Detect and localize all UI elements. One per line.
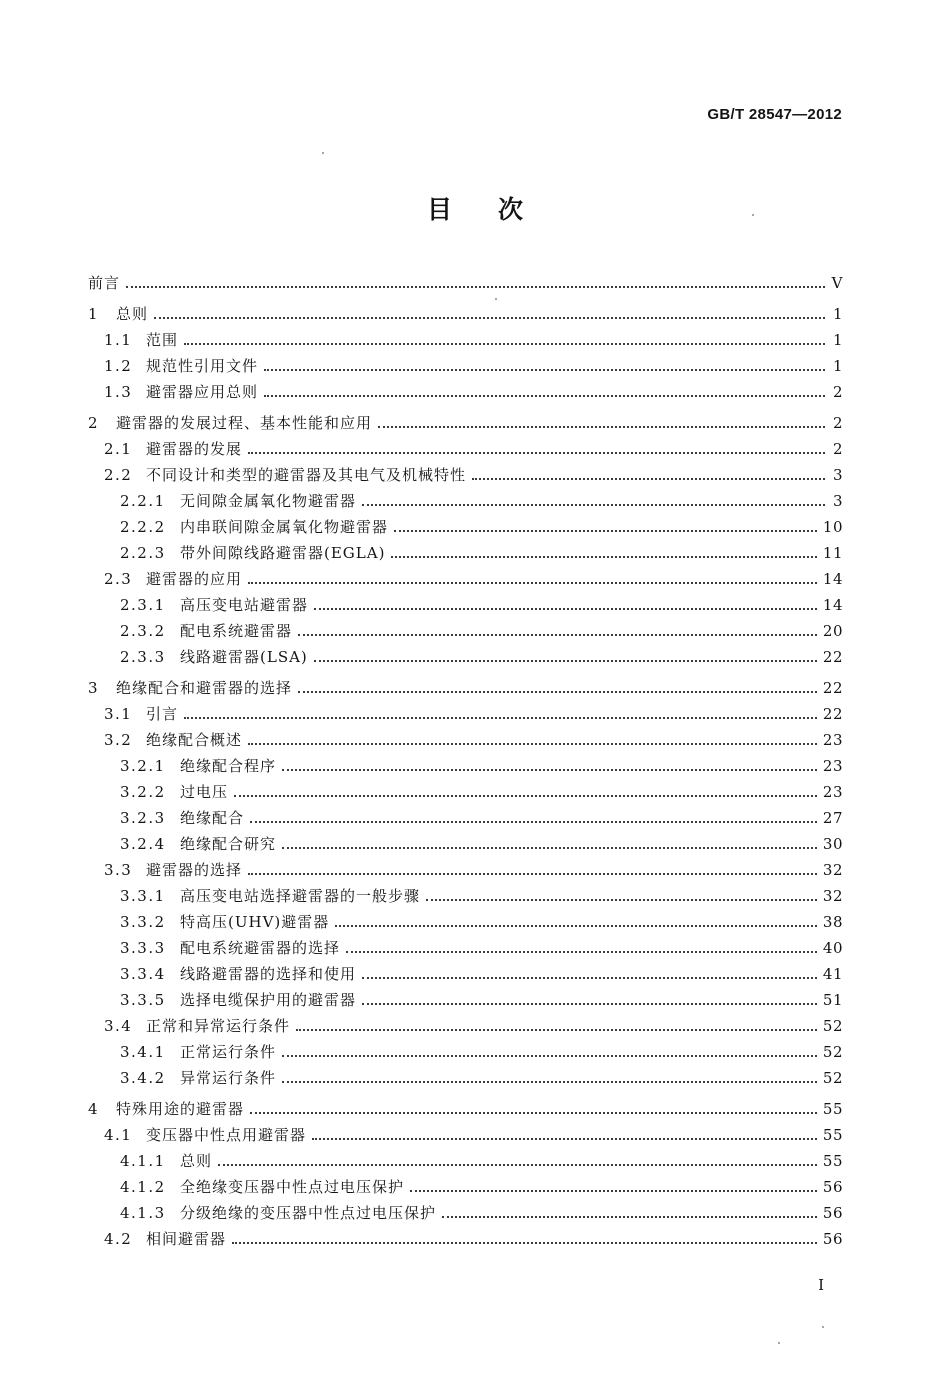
toc-entry-number: 2 (88, 414, 100, 432)
toc-entry-number: 4.2 (104, 1230, 133, 1248)
toc-leader-dots (362, 1003, 817, 1005)
toc-entry-page: 23 (822, 757, 843, 775)
toc-entry-page: 2 (832, 414, 843, 432)
toc-entry[interactable] (88, 618, 843, 644)
toc-leader-dots (232, 1242, 817, 1244)
toc-leader-dots (282, 847, 817, 849)
toc-leader-dots (426, 899, 817, 901)
scan-speck (495, 298, 497, 300)
toc-entry-number: 4.1.2 (120, 1178, 166, 1196)
toc-leader-dots (126, 286, 825, 288)
toc-leader-dots (378, 426, 825, 428)
toc-entry-number: 1 (88, 305, 100, 323)
toc-entry-number: 3.3.2 (120, 913, 166, 931)
toc-entry-number: 2.3.2 (120, 622, 166, 640)
toc-leader-dots (218, 1164, 817, 1166)
toc-entry-number: 1.3 (104, 383, 133, 401)
toc-entry-page: 1 (832, 357, 843, 375)
toc-entry-title: 异常运行条件 (180, 1069, 277, 1087)
toc-leader-dots (264, 369, 825, 371)
toc-entry-title: 正常运行条件 (180, 1043, 277, 1061)
toc-entry-page: 3 (832, 492, 843, 510)
toc-entry-page: 14 (822, 570, 843, 588)
toc-leader-dots (248, 452, 825, 454)
toc-entry-page: 40 (822, 939, 843, 957)
toc-entry-title: 线路避雷器的选择和使用 (180, 965, 357, 983)
toc-leader-dots (250, 821, 817, 823)
toc-leader-dots (314, 660, 817, 662)
toc-entry-title: 变压器中性点用避雷器 (146, 1126, 307, 1144)
toc-entry-title: 特殊用途的避雷器 (116, 1100, 245, 1118)
toc-entry-title: 规范性引用文件 (146, 357, 259, 375)
toc-entry-title: 相间避雷器 (146, 1230, 227, 1248)
toc-leader-dots (234, 795, 817, 797)
toc-entry-number: 3.4.2 (120, 1069, 166, 1087)
toc-entry-title: 引言 (146, 705, 179, 723)
toc-entry-page: 56 (822, 1178, 843, 1196)
toc-entry-page: 22 (822, 648, 843, 666)
toc-entry[interactable] (88, 1200, 843, 1226)
toc-entry-page: 30 (822, 835, 843, 853)
toc-entry-number: 2.2.1 (120, 492, 166, 510)
toc-entry-number: 3.2.4 (120, 835, 166, 853)
toc-entry-page: 32 (822, 861, 843, 879)
toc-entry-page: 32 (822, 887, 843, 905)
toc-entry-page: 22 (822, 705, 843, 723)
toc-entry-page: V (831, 274, 843, 292)
toc-entry[interactable] (88, 1096, 843, 1122)
toc-entry[interactable] (88, 353, 843, 379)
toc-entry-title: 绝缘配合 (180, 809, 245, 827)
toc-entry[interactable] (88, 436, 843, 462)
toc-entry[interactable] (88, 410, 843, 436)
toc-entry[interactable] (88, 379, 843, 405)
toc-entry-title: 选择电缆保护用的避雷器 (180, 991, 357, 1009)
toc-entry-number: 3.3.4 (120, 965, 166, 983)
toc-leader-dots (282, 1081, 817, 1083)
toc-entry-number: 4.1 (104, 1126, 133, 1144)
toc-entry-page: 23 (822, 783, 843, 801)
toc-leader-dots (346, 951, 817, 953)
toc-entry[interactable] (88, 488, 843, 514)
toc-leader-dots (362, 977, 817, 979)
toc-entry-number: 4.1.1 (120, 1152, 166, 1170)
toc-entry-title: 配电系统避雷器的选择 (180, 939, 341, 957)
toc-leader-dots (298, 691, 817, 693)
scan-speck (322, 152, 324, 154)
toc-leader-dots (282, 1055, 817, 1057)
toc-entry-number: 1.1 (104, 331, 133, 349)
toc-entry-title: 高压变电站选择避雷器的一般步骤 (180, 887, 421, 905)
toc-entry-page: 38 (822, 913, 843, 931)
toc-entry-number: 3.2 (104, 731, 133, 749)
toc-entry-title: 避雷器的选择 (146, 861, 243, 879)
toc-leader-dots (335, 925, 817, 927)
toc-leader-dots (314, 608, 817, 610)
toc-entry[interactable] (88, 270, 843, 296)
page-number: I (818, 1276, 824, 1294)
toc-entry-title: 高压变电站避雷器 (180, 596, 309, 614)
toc-entry-number: 2.1 (104, 440, 133, 458)
toc-entry[interactable] (88, 1148, 843, 1174)
toc-entry-page: 11 (822, 544, 843, 562)
toc-entry[interactable] (88, 1226, 843, 1252)
toc-leader-dots (184, 717, 817, 719)
toc-entry[interactable] (88, 327, 843, 353)
toc-entry[interactable] (88, 701, 843, 727)
toc-leader-dots (442, 1216, 817, 1218)
toc-entry-page: 14 (822, 596, 843, 614)
toc-entry-title: 带外间隙线路避雷器(EGLA) (180, 544, 386, 562)
toc-leader-dots (264, 395, 825, 397)
toc-entry[interactable] (88, 1065, 843, 1091)
toc-entry-number: 3.2.1 (120, 757, 166, 775)
toc-leader-dots (250, 1112, 817, 1114)
toc-entry[interactable] (88, 753, 843, 779)
toc-entry[interactable] (88, 883, 843, 909)
toc-entry-title: 配电系统避雷器 (180, 622, 293, 640)
toc-entry-title: 绝缘配合概述 (146, 731, 243, 749)
toc-entry[interactable] (88, 1174, 843, 1200)
toc-entry[interactable] (88, 514, 843, 540)
toc-entry-title: 总则 (180, 1152, 213, 1170)
toc-entry[interactable] (88, 727, 843, 753)
toc-entry-page: 52 (822, 1017, 843, 1035)
toc-entry[interactable] (88, 779, 843, 805)
toc-entry-title: 不同设计和类型的避雷器及其电气及机械特性 (146, 466, 467, 484)
toc-entry-number: 3.3 (104, 861, 133, 879)
toc-leader-dots (312, 1138, 817, 1140)
toc-entry-page: 1 (832, 305, 843, 323)
toc-entry-title: 特高压(UHV)避雷器 (180, 913, 330, 931)
toc-entry-number: 3.3.3 (120, 939, 166, 957)
toc-entry-number: 4.1.3 (120, 1204, 166, 1222)
toc-entry[interactable] (88, 1122, 843, 1148)
toc-entry-title: 避雷器的发展过程、基本性能和应用 (116, 414, 373, 432)
toc-entry-page: 55 (822, 1100, 843, 1118)
toc-leader-dots (362, 504, 825, 506)
toc-entry-number: 2.3.3 (120, 648, 166, 666)
toc-entry-title: 线路避雷器(LSA) (180, 648, 308, 666)
toc-entry-page: 20 (822, 622, 843, 640)
toc-entry-page: 52 (822, 1043, 843, 1061)
toc-entry[interactable] (88, 592, 843, 618)
toc-entry[interactable] (88, 805, 843, 831)
toc-entry-page: 10 (822, 518, 843, 536)
toc-entry-title: 无间隙金属氧化物避雷器 (180, 492, 357, 510)
toc-entry-page: 22 (822, 679, 843, 697)
toc-entry[interactable] (88, 566, 843, 592)
page-title: 目次 (426, 195, 569, 224)
toc-entry-page: 41 (822, 965, 843, 983)
toc-leader-dots (282, 769, 817, 771)
toc-entry-number: 3.2.3 (120, 809, 166, 827)
scan-speck (778, 1342, 780, 1344)
toc-entry-title: 前言 (88, 274, 121, 292)
toc-entry-page: 56 (822, 1204, 843, 1222)
toc-entry-number: 3.4.1 (120, 1043, 166, 1061)
toc-entry-number: 1.2 (104, 357, 133, 375)
toc-entry-number: 4 (88, 1100, 100, 1118)
toc-entry-title: 避雷器的应用 (146, 570, 243, 588)
toc-entry-title: 绝缘配合和避雷器的选择 (116, 679, 293, 697)
scan-speck (752, 214, 754, 216)
toc-entry[interactable] (88, 1013, 843, 1039)
scan-speck (822, 1326, 824, 1328)
toc-leader-dots (410, 1190, 817, 1192)
table-of-contents (88, 270, 843, 1252)
toc-entry-page: 27 (822, 809, 843, 827)
toc-leader-dots (248, 873, 817, 875)
toc-entry-title: 总则 (116, 305, 149, 323)
toc-entry-title: 避雷器的发展 (146, 440, 243, 458)
toc-entry[interactable] (88, 857, 843, 883)
toc-leader-dots (296, 1029, 817, 1031)
toc-entry-number: 2.3 (104, 570, 133, 588)
toc-entry-page: 2 (832, 383, 843, 401)
toc-leader-dots (248, 743, 817, 745)
toc-entry-title: 绝缘配合研究 (180, 835, 277, 853)
toc-leader-dots (154, 317, 825, 319)
toc-entry-number: 3.4 (104, 1017, 133, 1035)
toc-entry-number: 2.2.2 (120, 518, 166, 536)
toc-entry-page: 1 (832, 331, 843, 349)
toc-entry[interactable] (88, 831, 843, 857)
toc-entry-page: 52 (822, 1069, 843, 1087)
toc-entry[interactable] (88, 909, 843, 935)
toc-entry-number: 3.3.1 (120, 887, 166, 905)
toc-entry-page: 55 (822, 1152, 843, 1170)
toc-entry[interactable] (88, 987, 843, 1013)
toc-entry[interactable] (88, 540, 843, 566)
toc-entry-number: 3.1 (104, 705, 133, 723)
toc-entry-number: 3.3.5 (120, 991, 166, 1009)
document-id: GB/T 28547—2012 (707, 106, 842, 123)
toc-entry-page: 56 (822, 1230, 843, 1248)
toc-entry-title: 绝缘配合程序 (180, 757, 277, 775)
toc-leader-dots (184, 343, 825, 345)
toc-leader-dots (394, 530, 817, 532)
toc-entry-title: 避雷器应用总则 (146, 383, 259, 401)
toc-leader-dots (298, 634, 817, 636)
toc-entry-page: 55 (822, 1126, 843, 1144)
toc-entry[interactable] (88, 675, 843, 701)
toc-entry-page: 23 (822, 731, 843, 749)
toc-entry-title: 内串联间隙金属氧化物避雷器 (180, 518, 389, 536)
toc-entry[interactable] (88, 961, 843, 987)
toc-entry-number: 2.2.3 (120, 544, 166, 562)
toc-entry[interactable] (88, 301, 843, 327)
toc-entry-title: 范围 (146, 331, 179, 349)
toc-leader-dots (472, 478, 825, 480)
toc-entry[interactable] (88, 1039, 843, 1065)
toc-entry-title: 分级绝缘的变压器中性点过电压保护 (180, 1204, 437, 1222)
toc-entry-page: 3 (832, 466, 843, 484)
toc-entry-title: 正常和异常运行条件 (146, 1017, 291, 1035)
toc-entry-title: 过电压 (180, 783, 229, 801)
toc-entry-number: 2.3.1 (120, 596, 166, 614)
toc-leader-dots (391, 556, 816, 558)
toc-entry-page: 2 (832, 440, 843, 458)
toc-entry-title: 全绝缘变压器中性点过电压保护 (180, 1178, 405, 1196)
toc-entry-number: 3.2.2 (120, 783, 166, 801)
toc-leader-dots (248, 582, 817, 584)
toc-entry[interactable] (88, 644, 843, 670)
toc-entry-number: 3 (88, 679, 100, 697)
toc-entry[interactable] (88, 935, 843, 961)
toc-entry[interactable] (88, 462, 843, 488)
toc-entry-number: 2.2 (104, 466, 133, 484)
toc-entry-page: 51 (822, 991, 843, 1009)
